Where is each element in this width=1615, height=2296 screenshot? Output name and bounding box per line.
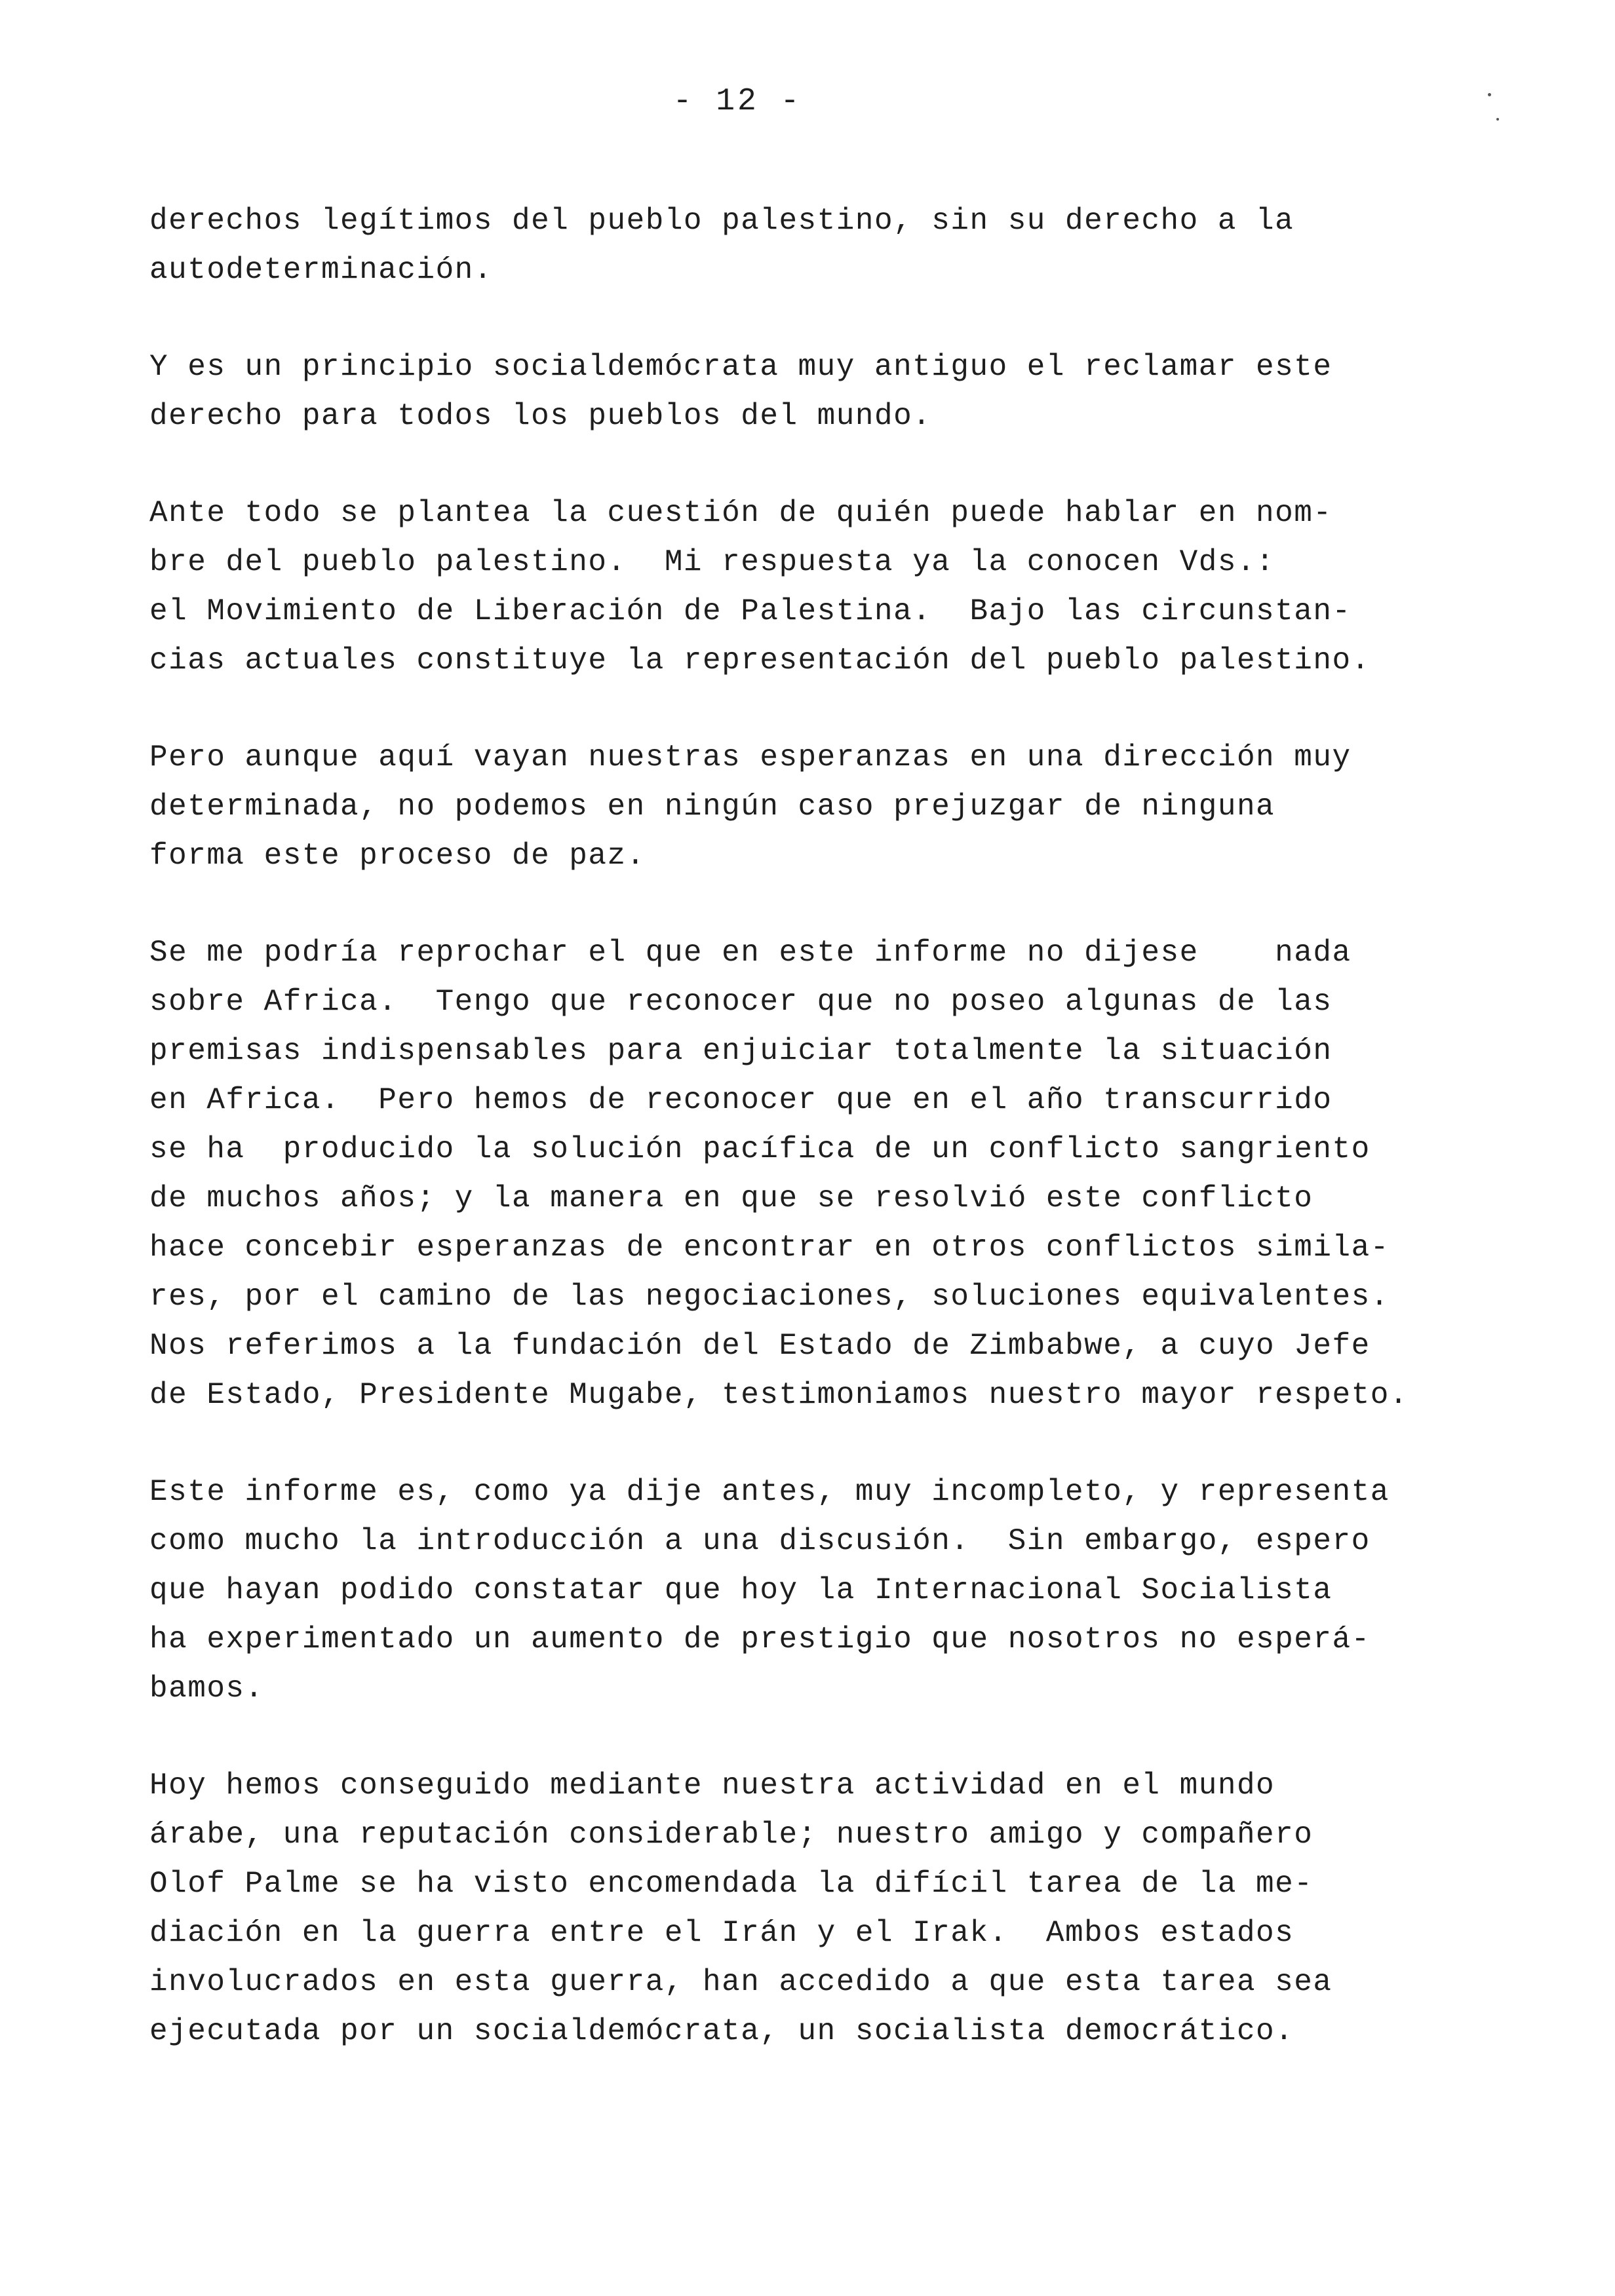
text-line: cias actuales constituye la representación del pueblo palestino. [149,643,1371,678]
text-line: Hoy hemos conseguido mediante nuestra actividad en el mundo [149,1769,1275,1803]
paragraph [149,733,1467,881]
text-line: res, por el camino de las negociaciones, soluciones equivalentes. [149,1280,1390,1314]
text-line: de muchos años; y la manera en que se resolvió este conflicto [149,1181,1313,1215]
scan-speck [1488,93,1491,96]
text-line: Olof Palme se ha visto encomendada la difícil tarea de la me- [149,1867,1313,1901]
page-number: - 12 - [672,84,802,119]
text-line: ejecutada por un socialdemócrata, un socialista democrático. [149,2014,1294,2048]
paragraph [149,1761,1467,2056]
text-line: Se me podría reprochar el que en este informe no dijese nada [149,936,1352,970]
body-text [149,197,1467,2104]
scan-speck [1496,118,1499,121]
text-line: en Africa. Pero hemos de reconocer que en el año transcurrido [149,1083,1333,1117]
paragraph [149,489,1467,685]
text-line: forma este proceso de paz. [149,839,646,873]
text-line: Y es un principio socialdemócrata muy antiguo el reclamar este [149,350,1333,384]
text-line: derecho para todos los pueblos del mundo. [149,399,932,433]
text-line: Pero aunque aquí vayan nuestras esperanzas en una dirección muy [149,740,1352,775]
text-line: Nos referimos a la fundación del Estado de Zimbabwe, a cuyo Jefe [149,1329,1371,1363]
text-line: determinada, no podemos en ningún caso prejuzgar de ninguna [149,790,1275,824]
text-line: bamos. [149,1672,264,1706]
paragraph [149,928,1467,1420]
text-line: ha experimentado un aumento de prestigio que nosotros no esperá- [149,1622,1371,1656]
text-line: se ha producido la solución pacífica de un conflicto sangriento [149,1132,1371,1166]
text-line: de Estado, Presidente Mugabe, testimoniamos nuestro mayor respeto. [149,1378,1409,1412]
text-line: como mucho la introducción a una discusión. Sin embargo, espero [149,1524,1371,1558]
text-line: involucrados en esta guerra, han accedido a que esta tarea sea [149,1965,1333,1999]
text-line: premisas indispensables para enjuiciar totalmente la situación [149,1034,1333,1068]
text-line: derechos legítimos del pueblo palestino, sin su derecho a la [149,204,1294,238]
paragraph [149,1468,1467,1713]
text-line: diación en la guerra entre el Irán y el Irak. Ambos estados [149,1916,1294,1950]
text-line: árabe, una reputación considerable; nuestro amigo y compañero [149,1818,1313,1852]
text-line: que hayan podido constatar que hoy la Internacional Socialista [149,1573,1333,1607]
text-line: hace concebir esperanzas de encontrar en otros conflictos simila- [149,1231,1390,1265]
text-line: Ante todo se plantea la cuestión de quién puede hablar en nom- [149,496,1333,530]
text-line: bre del pueblo palestino. Mi respuesta ya la conocen Vds.: [149,545,1275,579]
paragraph [149,343,1467,441]
text-line: el Movimiento de Liberación de Palestina. Bajo las circunstan- [149,594,1352,628]
text-line: Este informe es, como ya dije antes, muy incompleto, y representa [149,1475,1390,1509]
text-line: autodeterminación. [149,253,493,287]
text-line: sobre Africa. Tengo que reconocer que no poseo algunas de las [149,985,1333,1019]
paragraph [149,197,1467,295]
